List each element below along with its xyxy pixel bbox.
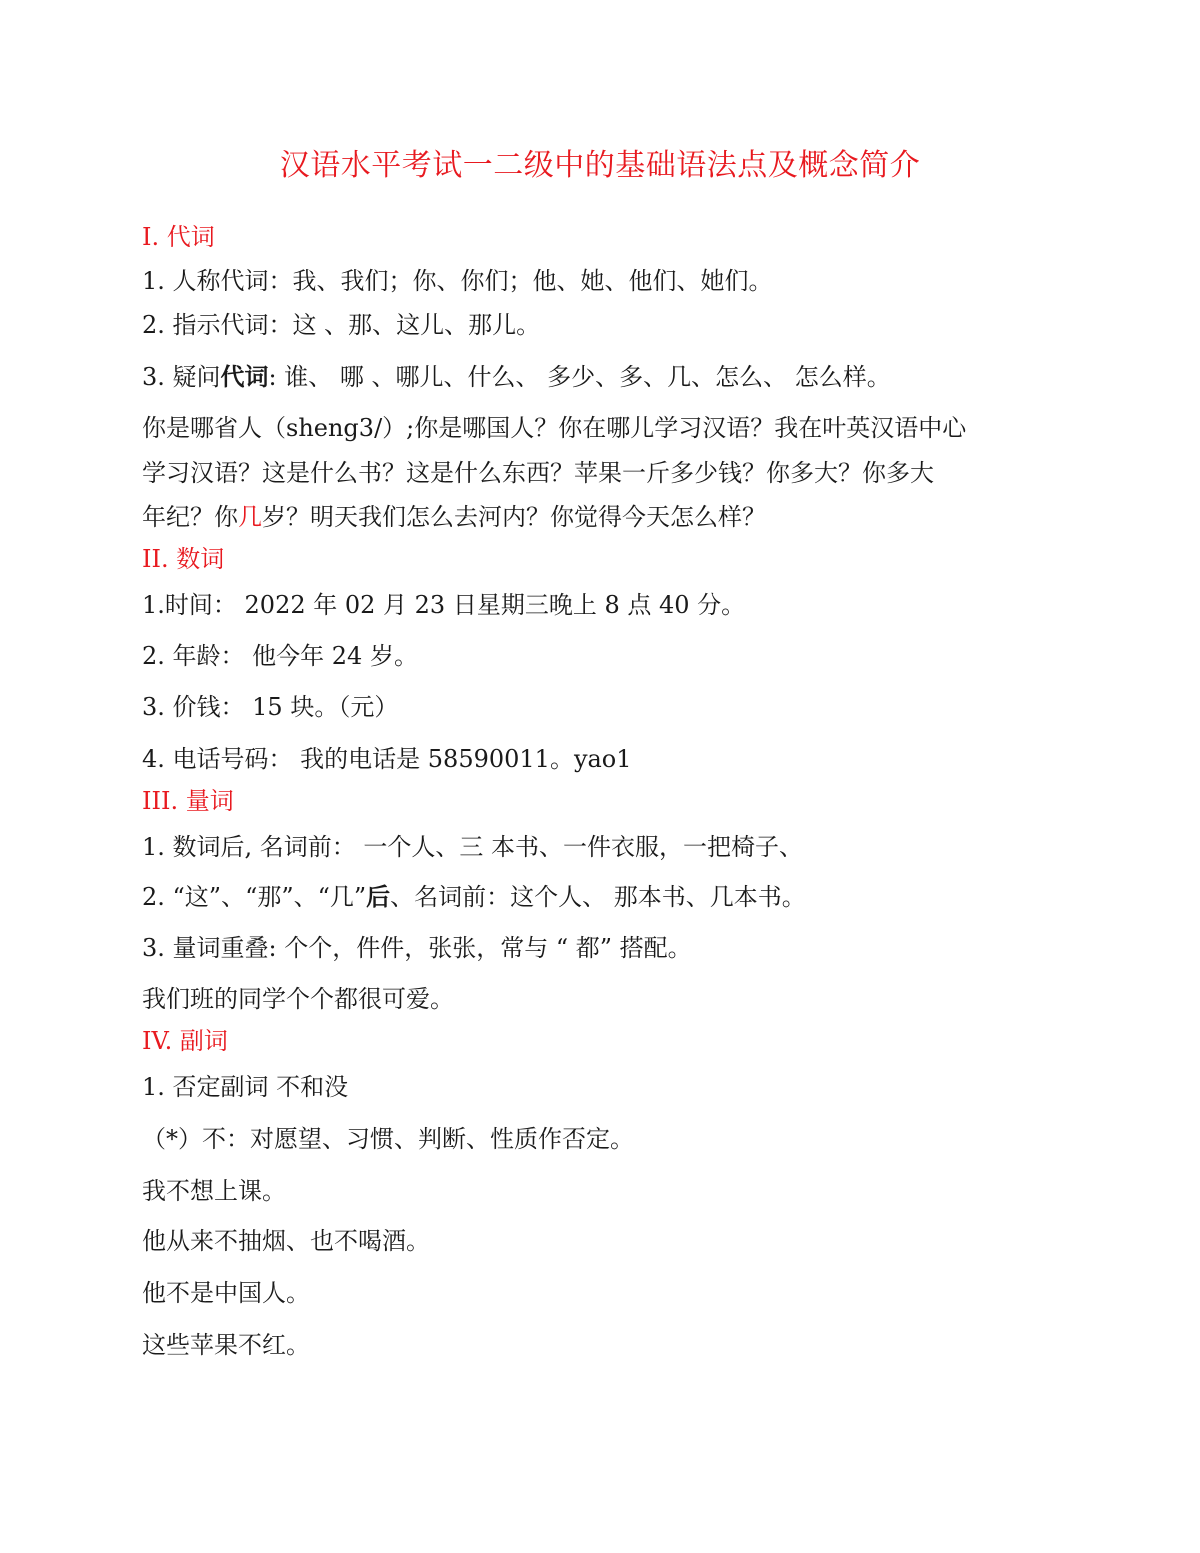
- highlighted-fragment: 几: [238, 503, 262, 531]
- text-line: 1. 数词后, 名词前： 一个人、三 本书、一件衣服，一把椅子、: [142, 833, 804, 861]
- text-fragment: 岁？明天我们怎么去河内？你觉得今天怎么样？: [262, 503, 766, 531]
- text-line: 3. 量词重叠: 个个，件件，张张，常与 “ 都” 搭配。: [142, 934, 692, 962]
- text-fragment: 2. “这”、“那”、“几”: [142, 883, 367, 911]
- text-line: 2. 年龄： 他今年 24 岁。: [142, 642, 418, 670]
- section-heading-adverbs: IV. 副词: [142, 1027, 228, 1055]
- section-heading-measure-words: III. 量词: [142, 787, 234, 815]
- text-line: 2. 指示代词：这 、那、这儿、那儿。: [142, 311, 541, 339]
- text-fragment: 、名词前：这个人、 那本书、几本书。: [390, 883, 806, 911]
- text-line: [142, 362, 891, 392]
- text-line: 1. 否定副词 不和没: [142, 1073, 349, 1101]
- section-heading-numerals: II. 数词: [142, 545, 225, 573]
- text-line: 这些苹果不红。: [142, 1331, 310, 1359]
- text-fragment: 3. 疑问: [142, 363, 221, 391]
- text-line: [142, 502, 766, 532]
- bold-fragment: 代词: [220, 362, 269, 391]
- text-line: 1.时间： 2022 年 02 月 23 日星期三晚上 8 点 40 分。: [142, 591, 746, 619]
- text-fragment: 年纪？你: [142, 503, 238, 531]
- bold-fragment: 后: [366, 882, 391, 911]
- document-title: 汉语水平考试一二级中的基础语法点及概念简介: [279, 148, 921, 183]
- text-line: 他不是中国人。: [142, 1279, 310, 1307]
- text-fragment: : 谁、 哪 、哪儿、什么、 多少、多、几、怎么、 怎么样。: [268, 363, 891, 391]
- text-line: 他从来不抽烟、也不喝酒。: [142, 1227, 430, 1255]
- text-line: 3. 价钱： 15 块。（元）: [142, 693, 399, 721]
- text-line: （*）不：对愿望、习惯、判断、性质作否定。: [142, 1125, 634, 1153]
- text-line: 学习汉语？这是什么书？这是什么东西？苹果一斤多少钱？你多大？你多大: [142, 459, 934, 487]
- text-line: 4. 电话号码： 我的电话是 58590011。yao1: [142, 745, 632, 773]
- text-line: [142, 882, 806, 912]
- text-line: 我们班的同学个个都很可爱。: [142, 985, 454, 1013]
- section-heading-pronouns: I. 代词: [142, 223, 215, 251]
- text-line: 我不想上课。: [142, 1177, 286, 1205]
- text-line: 你是哪省人（sheng3/）;你是哪国人？你在哪儿学习汉语？我在叶英汉语中心: [142, 414, 967, 442]
- text-line: 1. 人称代词：我、我们；你、你们；他、她、他们、她们。: [142, 267, 773, 295]
